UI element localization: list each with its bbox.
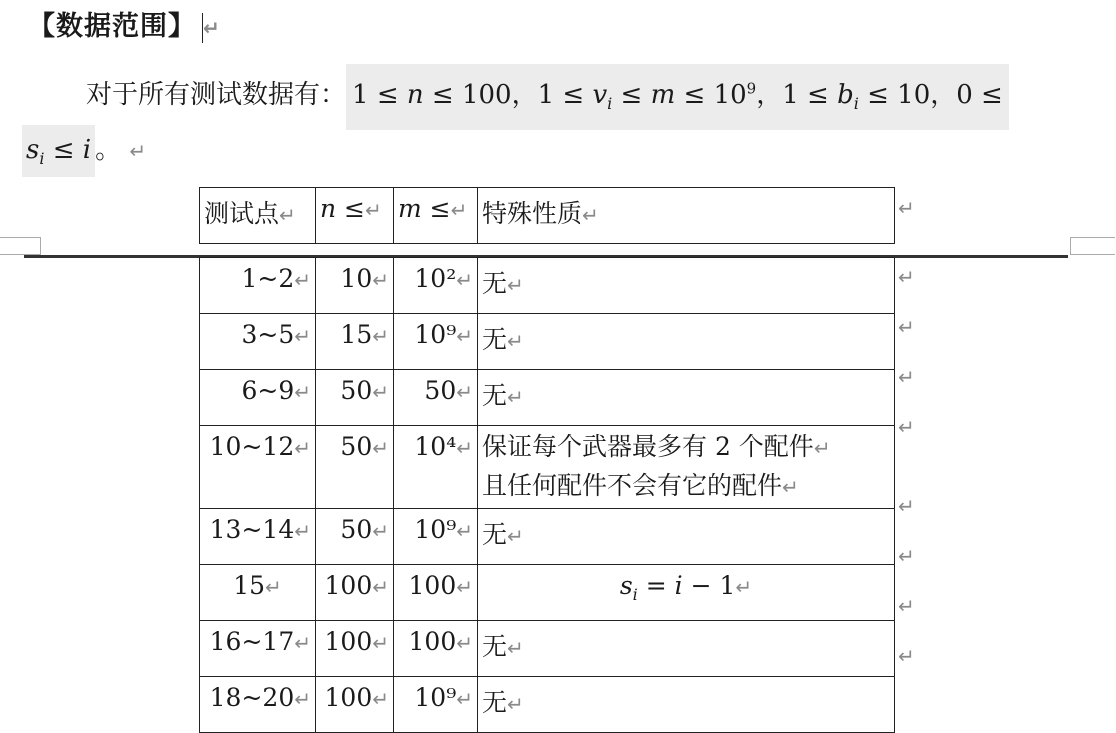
cell-m: 10⁴↵ — [394, 426, 478, 509]
constraints-prefix: 对于所有测试数据有： — [86, 80, 347, 110]
cell-n: 15↵ — [316, 314, 394, 370]
constraints-table — [199, 257, 895, 733]
table-row — [200, 426, 895, 509]
table-row — [200, 258, 895, 314]
row-end-mark-icon: ↵ — [898, 196, 915, 220]
heading-text: 【数据范围】 — [28, 11, 196, 42]
cell-property: $s_i = i$ − 1↵ — [478, 565, 895, 621]
row-end-mark-icon: ↵ — [898, 494, 915, 518]
row-end-mark-icon: ↵ — [898, 265, 915, 289]
cell-property: 无↵ — [478, 314, 895, 370]
table-row — [200, 621, 895, 677]
cell-range: 10~12↵ — [200, 426, 316, 509]
cell-m: 10⁹↵ — [394, 677, 478, 733]
cell-range: 18~20↵ — [200, 677, 316, 733]
sentence-end: 。 — [95, 135, 122, 165]
header-cell-property: 特殊性质↵ — [478, 188, 895, 244]
cell-m: 50↵ — [394, 370, 478, 426]
cell-n: 50↵ — [316, 370, 394, 426]
cell-range: 13~14↵ — [200, 509, 316, 565]
cell-range: 6~9↵ — [200, 370, 316, 426]
cell-n: 50↵ — [316, 509, 394, 565]
cell-n: 50↵ — [316, 426, 394, 509]
page-edge-marker-left — [0, 237, 41, 255]
header-cell-n: n ≤↵ — [316, 188, 394, 244]
paragraph-mark-icon: ↵ — [129, 139, 147, 163]
cell-property: 无↵ — [478, 509, 895, 565]
cell-n: 100↵ — [316, 565, 394, 621]
cell-range: 16~17↵ — [200, 621, 316, 677]
cell-property: 无↵ — [478, 621, 895, 677]
page-edge-marker-right — [1070, 237, 1115, 255]
cell-m: 10⁹↵ — [394, 509, 478, 565]
row-end-mark-icon: ↵ — [898, 644, 915, 668]
row-end-mark-icon: ↵ — [898, 544, 915, 568]
constraints-paragraph-continued — [22, 129, 146, 168]
table-row — [200, 314, 895, 370]
cell-n: 100↵ — [316, 621, 394, 677]
cell-range: 1~2↵ — [200, 258, 316, 314]
constraints-paragraph — [86, 74, 1009, 113]
constraints-formula: 1 ≤ n ≤ 100，$1 \le v_i \le m \le 10^9$，$1 \le b_i \le 10$，0 ≤ — [346, 64, 1009, 130]
constraints-table-header — [199, 187, 895, 244]
table-row — [200, 677, 895, 733]
cell-range: 3~5↵ — [200, 314, 316, 370]
paragraph-mark-icon: ↵ — [203, 16, 221, 40]
section-heading — [28, 4, 221, 43]
cell-n: 100↵ — [316, 677, 394, 733]
cell-n: 10↵ — [316, 258, 394, 314]
header-cell-m: m ≤↵ — [394, 188, 478, 244]
cell-range: 15↵ — [200, 565, 316, 621]
cell-property: 无↵ — [478, 258, 895, 314]
table-row — [200, 370, 895, 426]
row-end-mark-icon: ↵ — [898, 594, 915, 618]
cell-property: 无↵ — [478, 677, 895, 733]
table-header-row — [200, 188, 895, 244]
table-row — [200, 509, 895, 565]
cell-property: 保证每个武器最多有 2 个配件↵ 且任何配件不会有它的配件↵ — [478, 426, 895, 509]
cell-property: 无↵ — [478, 370, 895, 426]
cell-m: 10²↵ — [394, 258, 478, 314]
row-end-mark-icon: ↵ — [898, 315, 915, 339]
constraint-s-formula: $s_i \le i$ — [22, 125, 95, 177]
row-end-mark-icon: ↵ — [898, 365, 915, 389]
row-end-mark-icon: ↵ — [898, 415, 915, 439]
table-row — [200, 565, 895, 621]
header-cell-testpoint: 测试点↵ — [200, 188, 316, 244]
cell-m: 100↵ — [394, 621, 478, 677]
cell-m: 10⁹↵ — [394, 314, 478, 370]
cell-m: 100↵ — [394, 565, 478, 621]
